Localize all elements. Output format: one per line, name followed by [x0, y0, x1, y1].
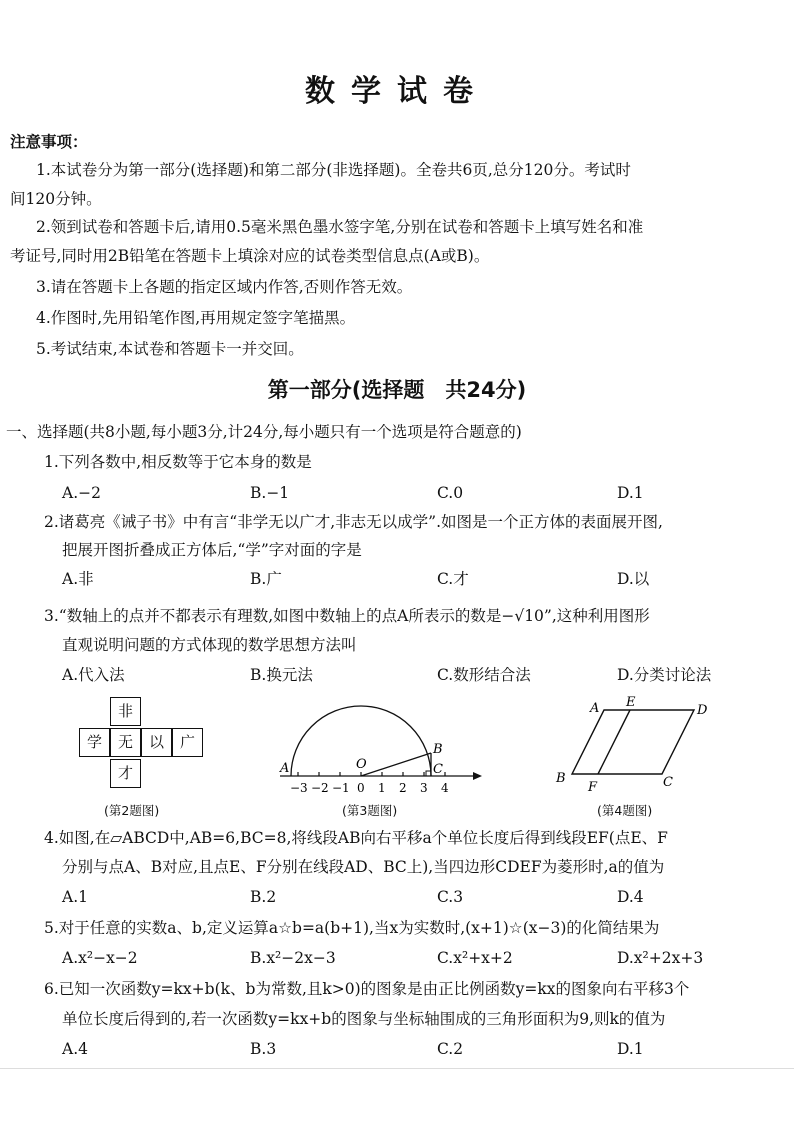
option-a: A.1	[62, 888, 88, 906]
section-intro: 一、选择题(共8小题,每小题3分,计24分,每小题只有一个选项是符合题意的)	[6, 423, 522, 441]
label-o: O	[356, 757, 367, 772]
option-c: C.才	[437, 570, 469, 588]
figure-caption: (第3题图)	[342, 803, 398, 818]
notes-line: 4.作图时,先用铅笔作图,再用规定签字笔描黑。	[36, 309, 356, 327]
tick-label: 3	[420, 781, 428, 795]
notes-line: 3.请在答题卡上各题的指定区域内作答,否则作答无效。	[36, 278, 413, 296]
option-a: A.代入法	[62, 666, 125, 684]
question-stem: 把展开图折叠成正方体后,“学”字对面的字是	[62, 541, 362, 559]
page-divider	[0, 1068, 794, 1069]
parallelogram-figure	[548, 692, 718, 796]
net-cell: 广	[172, 728, 203, 757]
option-c: C.数形结合法	[437, 666, 531, 684]
option-a: A.非	[62, 570, 94, 588]
tick-label: 4	[441, 781, 449, 795]
tick-label: −2	[311, 781, 329, 795]
option-b: B.换元法	[250, 666, 313, 684]
option-b: B.2	[250, 888, 277, 906]
net-cell: 以	[141, 728, 172, 757]
label-b: B	[433, 742, 443, 757]
label-c: C	[663, 775, 673, 790]
question-stem: 2.诸葛亮《诫子书》中有言“非学无以广才,非志无以成学”.如图是一个正方体的表面展开图,	[44, 513, 663, 531]
notes-line: 间120分钟。	[10, 190, 102, 208]
segment-ob	[361, 753, 431, 776]
section-title: 第一部分(选择题 共24分)	[267, 378, 527, 402]
option-d: D.以	[617, 570, 650, 588]
notes-heading: 注意事项：	[10, 133, 88, 151]
label-e: E	[626, 695, 636, 710]
option-b: B.−1	[250, 484, 290, 502]
label-f: F	[588, 780, 598, 795]
notes-line: 5.考试结束,本试卷和答题卡一并交回。	[36, 340, 304, 358]
label-a: A	[280, 761, 290, 776]
option-a: A.4	[62, 1040, 88, 1058]
option-b: B.3	[250, 1040, 277, 1058]
cube-net-figure	[76, 697, 208, 795]
net-cell: 非	[110, 697, 141, 726]
option-c: C.3	[437, 888, 464, 906]
figure-caption: (第4题图)	[597, 803, 653, 818]
label-c: C	[433, 762, 443, 777]
notes-line: 1.本试卷分为第一部分(选择题)和第二部分(非选择题)。全卷共6页,总分120分。考试时	[36, 161, 631, 179]
tick-label: −3	[290, 781, 308, 795]
label-d: D	[697, 703, 708, 718]
question-stem: 3.“数轴上的点并不都表示有理数,如图中数轴上的点A所表示的数是−√10”,这种利用图形	[44, 607, 650, 625]
option-d: D.分类讨论法	[617, 666, 712, 684]
tick-label: 0	[357, 781, 365, 795]
axis-arrow	[473, 772, 482, 780]
question-stem: 单位长度后得到的,若一次函数y=kx+b的图象与坐标轴围成的三角形面积为9,则k的值为	[62, 1010, 666, 1028]
option-a: A.−2	[62, 484, 101, 502]
question-stem: 分别与点A、B对应,且点E、F分别在线段AD、BC上),当四边形CDEF为菱形时,a的值为	[62, 858, 665, 876]
option-d: D.1	[617, 1040, 644, 1058]
segment-ef	[598, 710, 630, 774]
notes-line: 考证号,同时用2B铅笔在答题卡上填涂对应的试卷类型信息点(A或B)。	[10, 247, 490, 265]
question-stem: 5.对于任意的实数a、b,定义运算a☆b=a(b+1),当x为实数时,(x+1)☆(x−3)的化简结果为	[44, 919, 660, 937]
tick-label: 1	[378, 781, 386, 795]
number-line-figure	[270, 698, 490, 798]
option-b: B.x²−2x−3	[250, 949, 336, 967]
net-cell: 才	[110, 759, 141, 788]
option-c: C.x²+x+2	[437, 949, 513, 967]
option-a: A.x²−x−2	[62, 949, 138, 967]
notes-line: 2.领到试卷和答题卡后,请用0.5毫米黑色墨水签字笔,分别在试卷和答题卡上填写姓名和准	[36, 218, 644, 236]
tick-label: 2	[399, 781, 407, 795]
parallelogram-abcd	[572, 710, 694, 774]
net-cell: 学	[79, 728, 110, 757]
figure-caption: (第2题图)	[104, 803, 160, 818]
option-d: D.x²+2x+3	[617, 949, 704, 967]
option-c: C.2	[437, 1040, 464, 1058]
page-title: 数学试卷	[305, 74, 489, 109]
net-cell: 无	[110, 728, 141, 757]
question-stem: 1.下列各数中,相反数等于它本身的数是	[44, 453, 312, 471]
tick-label: −1	[332, 781, 350, 795]
question-stem: 直观说明问题的方式体现的数学思想方法叫	[62, 636, 357, 654]
question-stem: 4.如图,在▱ABCD中,AB=6,BC=8,将线段AB向右平移a个单位长度后得到线段EF(点E、F	[44, 829, 668, 847]
label-a: A	[590, 701, 600, 716]
option-d: D.1	[617, 484, 644, 502]
label-b: B	[556, 771, 566, 786]
option-d: D.4	[617, 888, 644, 906]
question-stem: 6.已知一次函数y=kx+b(k、b为常数,且k>0)的图象是由正比例函数y=kx的图象向右平移3个	[44, 980, 690, 998]
option-b: B.广	[250, 570, 282, 588]
option-c: C.0	[437, 484, 464, 502]
